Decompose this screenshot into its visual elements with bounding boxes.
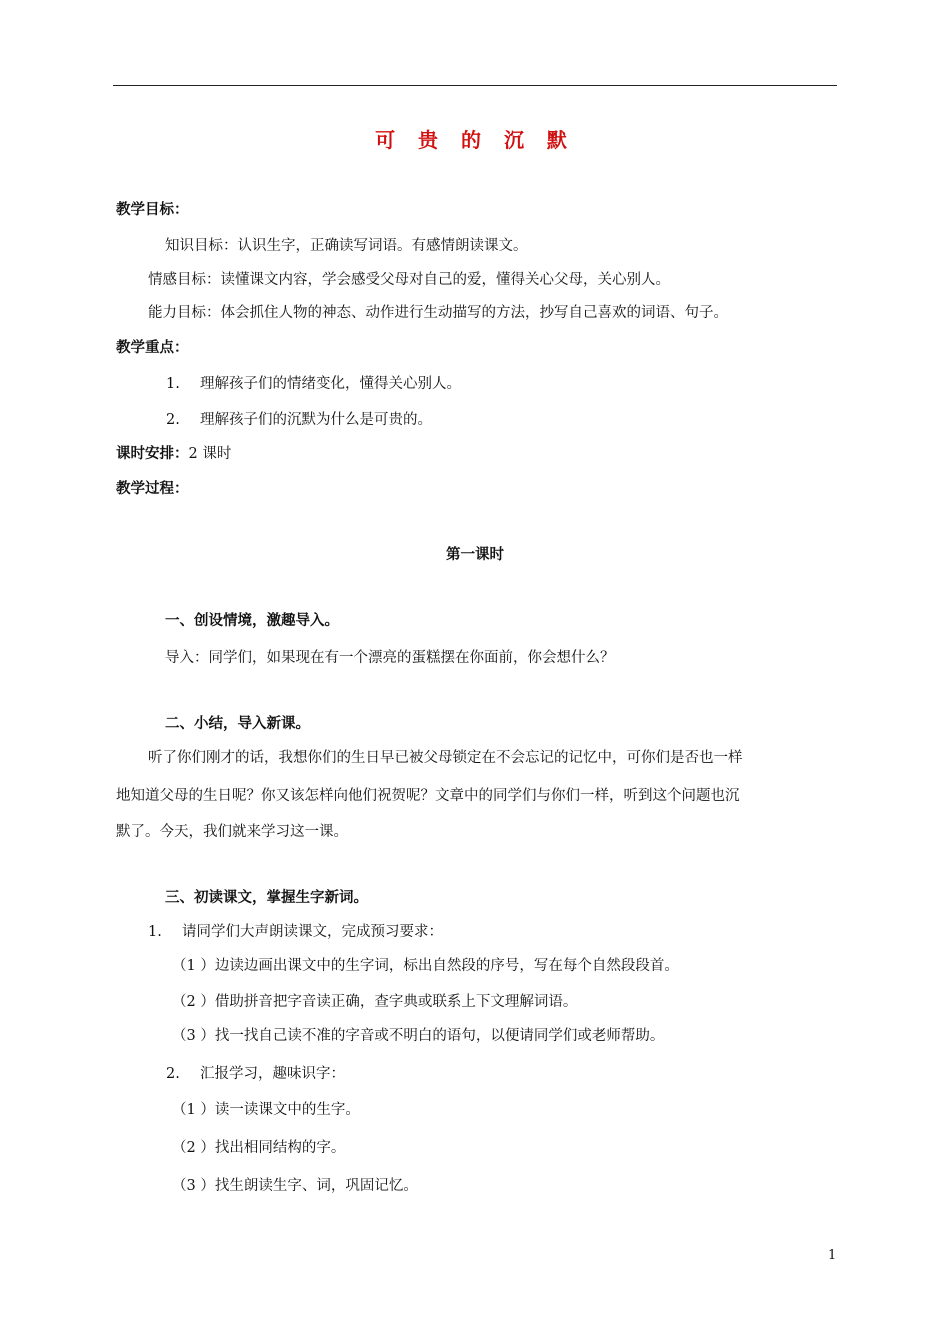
- lesson-heading: 第一课时: [446, 546, 504, 563]
- document-title: 可 贵 的 沉 默: [375, 128, 575, 152]
- sub-item: （2 ）借助拼音把字音读正确，查字典或联系上下文理解词语。: [172, 994, 578, 1010]
- objective-knowledge: 知识目标：认识生字，正确读写词语。有感情朗读课文。: [165, 238, 528, 254]
- objective-ability: 能力目标：体会抓住人物的神态、动作进行生动描写的方法，抄写自己喜欢的词语、句子。: [148, 305, 728, 321]
- section-text: 导入：同学们，如果现在有一个漂亮的蛋糕摆在你面前，你会想什么？: [165, 650, 615, 666]
- sub-item: （1 ）边读边画出课文中的生字词，标出自然段的序号，写在每个自然段段首。: [172, 958, 679, 974]
- list-item-text: 汇报学习，趣味识字：: [200, 1066, 345, 1082]
- paragraph-line: 听了你们刚才的话，我想你们的生日早已被父母锁定在不会忘记的记忆中，可你们是否也一样: [148, 750, 743, 766]
- schedule-value: 2 课时: [188, 446, 232, 462]
- section-heading: 三、初读课文，掌握生字新词。: [165, 889, 368, 906]
- paragraph-line: 地知道父母的生日呢？你又该怎样向他们祝贺呢？文章中的同学们与你们一样，听到这个问题也沉: [116, 788, 740, 804]
- sub-item: （1 ）读一读课文中的生字。: [172, 1102, 360, 1118]
- paragraph-line: 默了。今天，我们就来学习这一课。: [116, 824, 348, 840]
- schedule-line: [116, 444, 231, 464]
- sub-item: （3 ）找生朗读生字、词，巩固记忆。: [172, 1178, 418, 1194]
- list-item-text: 请同学们大声朗读课文，完成预习要求：: [182, 924, 443, 940]
- section-heading: 二、小结，导入新课。: [165, 715, 310, 732]
- schedule-heading: 课时安排：: [116, 445, 189, 462]
- focus-item-text: 理解孩子们的情绪变化，懂得关心别人。: [200, 376, 461, 392]
- page-number: 1: [828, 1248, 837, 1263]
- sub-item: （2 ）找出相同结构的字。: [172, 1140, 346, 1156]
- focus-item-number: 2.: [166, 412, 180, 428]
- process-heading: 教学过程：: [116, 480, 189, 497]
- objectives-heading: 教学目标：: [116, 201, 189, 218]
- sub-item: （3 ）找一找自己读不准的字音或不明白的语句，以便请同学们或老师帮助。: [172, 1028, 665, 1044]
- list-item-number: 2.: [166, 1066, 180, 1082]
- objective-emotion: 情感目标：读懂课文内容，学会感受父母对自己的爱，懂得关心父母，关心别人。: [148, 272, 670, 288]
- focus-item-text: 理解孩子们的沉默为什么是可贵的。: [200, 412, 432, 428]
- focus-item-number: 1.: [166, 376, 180, 392]
- focus-heading: 教学重点：: [116, 339, 189, 356]
- header-rule: [113, 85, 837, 86]
- section-heading: 一、创设情境，激趣导入。: [165, 612, 339, 629]
- list-item-number: 1.: [148, 924, 162, 940]
